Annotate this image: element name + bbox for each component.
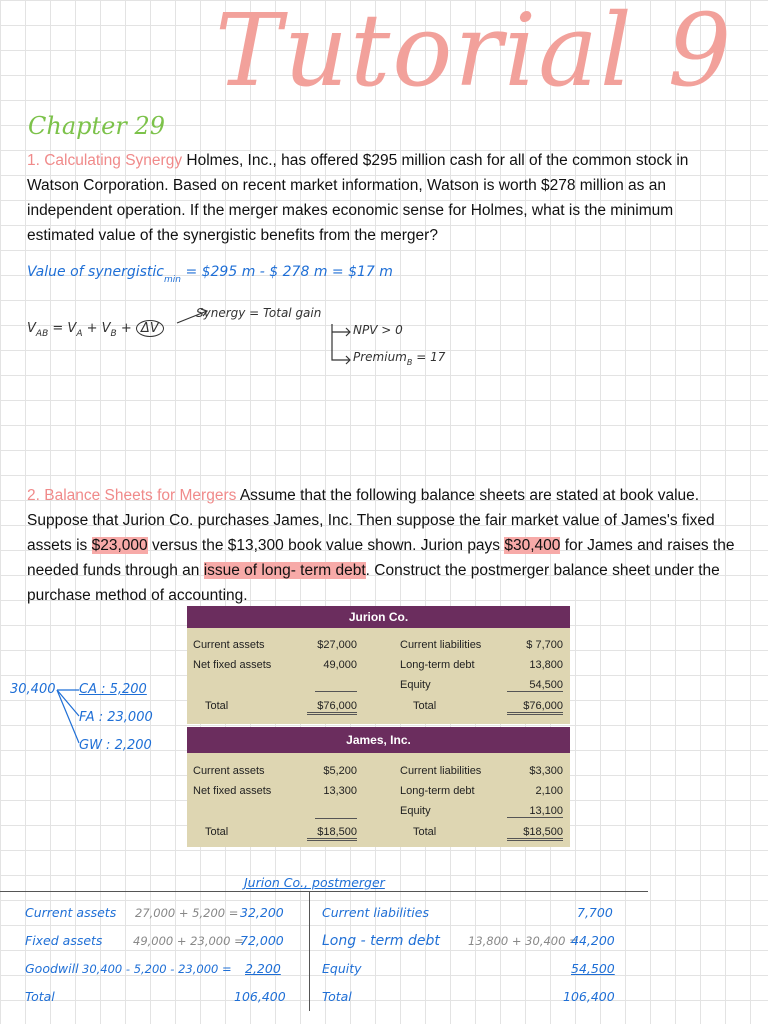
page-title: Tutorial 9 <box>215 0 734 109</box>
merger-value-formula <box>27 320 164 339</box>
pm-value-equity: 54,500 <box>571 961 615 976</box>
question-1-text: Holmes, Inc., has offered $295 million cash for all of the common stock in Watson Corporation. Based on recent market information, Watson is worth $278 million as an independent operation. If the merger makes economic sense for Holmes, what is the minimum estimated value of the synergistic benefits from the merger? <box>27 152 689 244</box>
pm-value-total: 106,400 <box>234 989 286 1004</box>
q1-answer-calc: = $295 m - $ 278 m = $17 m <box>185 264 393 280</box>
james-label-equity: Equity <box>400 805 431 817</box>
jurion-balance-sheet <box>187 606 570 724</box>
pm-label-gw: Goodwill <box>25 961 79 976</box>
jurion-label-cl: Current liabilities <box>400 639 482 651</box>
james-label-ltd: Long-term debt <box>400 785 475 797</box>
premium-note <box>353 350 445 367</box>
james-value-ltd: 2,100 <box>535 785 563 797</box>
jurion-label-equity: Equity <box>400 679 431 691</box>
pm-label-ca: Current assets <box>25 905 117 920</box>
pm-value-rtotal: 106,400 <box>563 989 615 1004</box>
postmerger-divider <box>309 891 310 1011</box>
pm-calc-ca: 27,000 + 5,200 = <box>135 906 239 920</box>
jurion-label-rtotal: Total <box>413 700 437 712</box>
formula-plus: + V <box>86 321 111 336</box>
premium-label: Premium <box>353 350 407 364</box>
pm-label-cl: Current liabilities <box>322 905 429 920</box>
pm-label-rtotal: Total <box>322 989 352 1004</box>
pm-label-equity: Equity <box>322 961 362 976</box>
premium-value: = 17 <box>416 350 446 364</box>
james-label-ca: Current assets <box>193 765 265 777</box>
james-balance-sheet <box>187 727 570 847</box>
premium-sub: B <box>406 358 413 367</box>
note-ca: CA : 5,200 <box>79 682 147 697</box>
pm-calc-ltd: 13,800 + 30,400 = <box>468 934 579 948</box>
pm-value-ca: 32,200 <box>240 905 284 920</box>
pm-value-gw: 2,200 <box>245 961 281 976</box>
pm-value-cl: 7,700 <box>577 905 613 920</box>
highlight-fair-value: $23,000 <box>91 537 148 554</box>
pm-label-ltd: Long - term debt <box>322 933 440 949</box>
jurion-title: Jurion Co. <box>187 606 570 628</box>
q1-answer-sub: min <box>164 275 181 285</box>
james-label-total: Total <box>205 826 229 838</box>
james-value-equity: 13,100 <box>507 805 563 818</box>
question-2-text-1: Assume that the following balance sheets are stated at book value. Suppose that Jurion Co. purchases James, Inc. Then suppose the fair market value of James's fixed assets is <box>27 487 715 554</box>
postmerger-top-rule <box>0 891 648 892</box>
jurion-label-ca: Current assets <box>193 639 265 651</box>
jurion-sum-line-left <box>315 691 357 692</box>
pm-label-fa: Fixed assets <box>25 933 103 948</box>
jurion-value-cl: $ 7,700 <box>526 639 563 651</box>
highlight-price: $30,400 <box>504 537 561 554</box>
question-2-text-3: for James and raises the needed funds through an <box>27 537 735 579</box>
james-value-rtotal: $18,500 <box>507 826 563 841</box>
synergy-note: Synergy = Total gain <box>196 306 322 320</box>
james-sum-line-left <box>315 818 357 819</box>
james-value-total: $18,500 <box>307 826 357 841</box>
question-2-label: 2. Balance Sheets for Mergers <box>27 487 237 504</box>
jurion-value-ltd: 13,800 <box>529 659 563 671</box>
note-fa: FA : 23,000 <box>79 710 153 725</box>
jurion-value-total: $76,000 <box>307 700 357 715</box>
formula-v: V <box>27 321 36 336</box>
formula-eq: = V <box>52 321 77 336</box>
q1-answer-label: Value of synergistic <box>27 264 164 280</box>
highlight-debt: issue of long- term debt <box>203 562 366 579</box>
chapter-heading: Chapter 29 <box>28 112 165 140</box>
pm-value-ltd: 44,200 <box>571 933 615 948</box>
delta-v-circle: ΔV <box>136 320 164 337</box>
james-value-cl: $3,300 <box>529 765 563 777</box>
note-price: 30,400 <box>10 682 56 697</box>
postmerger-title: Jurion Co., postmerger <box>244 875 385 890</box>
question-2-text-2: versus the $13,300 book value shown. Jurion pays <box>147 537 505 554</box>
james-value-ca: $5,200 <box>323 765 357 777</box>
question-2-text-4: . Construct the postmerger balance sheet under the purchase method of accounting. <box>27 562 720 604</box>
pm-label-total: Total <box>25 989 55 1004</box>
jurion-label-nfa: Net fixed assets <box>193 659 272 671</box>
jurion-label-ltd: Long-term debt <box>400 659 475 671</box>
q1-answer <box>27 264 393 285</box>
james-value-nfa: 13,300 <box>323 785 357 797</box>
question-1-label: 1. Calculating Synergy <box>27 152 183 169</box>
note-gw: GW : 2,200 <box>79 738 152 753</box>
jurion-value-nfa: 49,000 <box>323 659 357 671</box>
pm-value-fa: 72,000 <box>240 933 284 948</box>
james-label-cl: Current liabilities <box>400 765 482 777</box>
jurion-value-ca: $27,000 <box>317 639 357 651</box>
question-1 <box>27 148 742 248</box>
npv-note: NPV > 0 <box>353 323 403 337</box>
formula-sub-b: B <box>110 329 117 339</box>
formula-plus2: + <box>120 321 132 336</box>
jurion-value-equity: 54,500 <box>507 679 563 692</box>
formula-sub-a: A <box>76 329 83 339</box>
pm-calc-fa: 49,000 + 23,000 = <box>133 934 244 948</box>
jurion-value-rtotal: $76,000 <box>507 700 563 715</box>
pm-calc-gw: 30,400 - 5,200 - 23,000 = <box>82 962 232 976</box>
james-label-nfa: Net fixed assets <box>193 785 272 797</box>
question-2 <box>27 483 742 608</box>
james-title: James, Inc. <box>187 727 570 753</box>
formula-sub-ab: AB <box>35 329 49 339</box>
jurion-label-total: Total <box>205 700 229 712</box>
james-label-rtotal: Total <box>413 826 437 838</box>
